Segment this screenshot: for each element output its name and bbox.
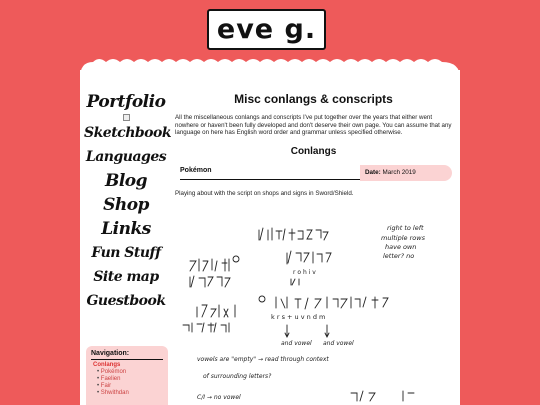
sketch-note-4: letter? no — [383, 252, 415, 260]
nav-languages[interactable]: Languages — [85, 149, 167, 165]
site-logo[interactable]: eve g. — [207, 9, 326, 50]
nav-guestbook[interactable]: Guestbook — [86, 293, 166, 309]
and-vowel-note-1: and vowel — [281, 340, 312, 347]
script-sketch-image — [175, 215, 452, 405]
page-title: Misc conlangs & conscripts — [234, 92, 393, 106]
nav-links[interactable]: Links — [101, 219, 151, 239]
date-value: March 2019 — [382, 168, 416, 176]
date-label: Date: — [365, 168, 381, 176]
navigation-box — [86, 346, 168, 405]
bottom-note: C/I → no vowel — [197, 394, 241, 401]
nav-item-fair[interactable]: • Fair — [97, 383, 163, 390]
divider — [180, 179, 360, 180]
latin-row-2: k r s + u v n d m — [271, 313, 326, 321]
nav-blog[interactable]: Blog — [104, 171, 148, 191]
entry-description: Playing about with the script on shops and signs in Sword/Shield. — [175, 189, 354, 197]
section-heading: Conlangs — [290, 145, 337, 157]
broken-image-icon — [123, 114, 130, 121]
latin-row-1: r o h i v — [293, 269, 316, 276]
sidebar — [84, 90, 172, 313]
nav-shop[interactable]: Shop — [103, 195, 149, 215]
nav-item-conlangs[interactable]: Conlangs — [93, 362, 121, 368]
sketch-note-2: multiple rows — [381, 234, 425, 242]
sketch-note-1: right to left — [387, 224, 424, 232]
vowels-note-line-1: vowels are "empty" → read through context — [197, 356, 329, 363]
nav-portfolio[interactable]: Portfolio — [86, 92, 166, 112]
main-content — [175, 92, 452, 197]
entry-header — [175, 165, 452, 183]
nav-sketchbook[interactable]: Sketchbook — [84, 125, 172, 141]
nav-item-pokemon[interactable]: • Pokémon — [97, 369, 163, 376]
date-badge — [360, 165, 452, 181]
nav-fun-stuff[interactable]: Fun Stuff — [91, 245, 161, 261]
nav-site-map[interactable]: Site map — [93, 269, 159, 285]
sketch-note-3: have own — [385, 243, 417, 251]
navigation-list — [91, 362, 163, 397]
nav-item-faelien[interactable]: • Faelien — [97, 376, 163, 383]
nav-item-shwithdan[interactable]: • Shwithdan — [97, 390, 163, 397]
vowels-note-line-2: of surrounding letters? — [203, 373, 272, 380]
intro-text: All the miscellaneous conlangs and conscripts I've put together over the years that either went nowhere or haven't been fully developed and don't deserve their own page. You can assume that any language on here has English word order and grammar unless specified otherwise. — [175, 114, 452, 137]
navigation-heading: Navigation: — [91, 350, 163, 360]
and-vowel-note-2: and vowel — [323, 340, 354, 347]
entry-title: Pokémon — [180, 166, 212, 174]
